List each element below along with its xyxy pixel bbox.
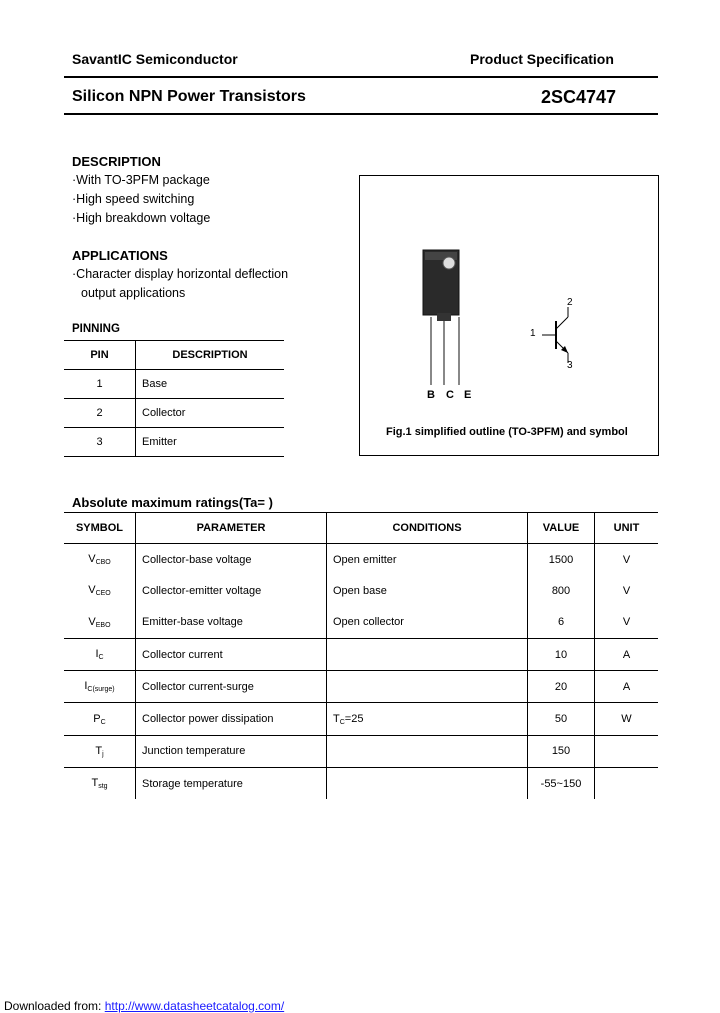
- spec-label: Product Specification: [470, 51, 614, 67]
- pinning-title: PINNING: [72, 323, 120, 335]
- value-cell: 6: [528, 607, 595, 639]
- conditions-cell: [327, 638, 528, 670]
- unit-cell: V: [595, 544, 659, 576]
- table-row: [64, 768, 658, 800]
- table-row: [64, 575, 658, 606]
- description-item: ·High breakdown voltage: [72, 211, 211, 225]
- header-rule-top: [64, 76, 658, 78]
- parameter-cell: Collector current-surge: [136, 671, 327, 703]
- symbol-main: I: [84, 680, 88, 693]
- npn-transistor-symbol-icon: [540, 305, 580, 365]
- symbol-subscript: CBO: [95, 559, 111, 567]
- figure-box: [359, 175, 659, 456]
- ratings-table: [64, 512, 658, 799]
- value-cell: 20: [528, 671, 595, 703]
- conditions-col-header: CONDITIONS: [327, 513, 528, 544]
- condition-subscript: C: [339, 718, 345, 726]
- header-rule-bottom: [64, 113, 658, 115]
- pin-number: 1: [96, 378, 103, 390]
- symbol-pin-3: 3: [567, 360, 573, 371]
- applications-item: ·Character display horizontal deflection: [72, 267, 289, 281]
- symbol-main: T: [95, 744, 103, 757]
- symbol-main: V: [88, 584, 96, 597]
- company-name: SavantIC Semiconductor: [72, 51, 238, 67]
- condition-main: T: [333, 712, 340, 725]
- unit-cell: W: [595, 703, 659, 735]
- conditions-cell: [327, 703, 528, 735]
- parameter-col-header: PARAMETER: [136, 513, 327, 544]
- symbol-cell: [64, 544, 136, 576]
- symbol-main: I: [95, 648, 99, 661]
- description-title: DESCRIPTION: [72, 154, 161, 169]
- parameter-cell: Collector-base voltage: [136, 544, 327, 576]
- parameter-cell: Collector current: [136, 638, 327, 670]
- part-number: 2SC4747: [541, 87, 617, 107]
- symbol-cell: [64, 575, 136, 606]
- unit-cell: [595, 768, 659, 800]
- product-line: Silicon NPN Power Transistors: [72, 88, 306, 105]
- pinning-table: [64, 340, 284, 457]
- pin-number: 2: [96, 407, 103, 419]
- table-row: [64, 607, 658, 639]
- table-row: [64, 544, 658, 576]
- table-row: [64, 638, 658, 670]
- unit-cell: V: [595, 575, 659, 606]
- unit-cell: V: [595, 607, 659, 639]
- description-item: ·With TO-3PFM package: [72, 173, 210, 187]
- conditions-cell: [327, 671, 528, 703]
- applications-title: APPLICATIONS: [72, 248, 168, 263]
- symbol-subscript: C: [100, 718, 106, 726]
- value-cell: -55~150: [528, 768, 595, 800]
- symbol-main: V: [88, 553, 96, 566]
- symbol-main: V: [88, 615, 96, 628]
- symbol-subscript: j: [102, 750, 104, 758]
- symbol-subscript: stg: [98, 783, 108, 791]
- unit-cell: A: [595, 638, 659, 670]
- symbol-pin-2: 2: [567, 297, 573, 308]
- unit-cell: [595, 735, 659, 767]
- symbol-subscript: CEO: [95, 590, 111, 598]
- conditions-cell: [327, 735, 528, 767]
- value-cell: 50: [528, 703, 595, 735]
- table-row: [64, 370, 284, 399]
- value-col-header: VALUE: [528, 513, 595, 544]
- table-row: [64, 428, 284, 457]
- value-cell: 1500: [528, 544, 595, 576]
- pin-description: Emitter: [136, 428, 285, 457]
- parameter-cell: Collector-emitter voltage: [136, 575, 327, 606]
- conditions-cell: [327, 768, 528, 800]
- pin-description: Collector: [136, 399, 285, 428]
- symbol-main: P: [93, 712, 101, 725]
- pin-description: Base: [136, 370, 285, 399]
- pin-letter-e: E: [464, 389, 472, 401]
- footer-label: Downloaded from:: [4, 999, 102, 1013]
- figure-box-bottom: [359, 455, 658, 456]
- symbol-cell: [64, 768, 136, 800]
- unit-col-header: UNIT: [595, 513, 659, 544]
- pin-letter-b: B: [427, 389, 435, 401]
- symbol-cell: [64, 735, 136, 767]
- symbol-col-header: SYMBOL: [64, 513, 136, 544]
- figure-caption: Fig.1 simplified outline (TO-3PFM) and symbol: [386, 426, 628, 438]
- conditions-cell: Open collector: [327, 607, 528, 639]
- pin-number: 3: [96, 436, 103, 448]
- symbol-cell: [64, 703, 136, 735]
- symbol-subscript: EBO: [95, 621, 111, 629]
- ratings-title: Absolute maximum ratings(Ta= ): [72, 495, 273, 510]
- symbol-main: T: [91, 777, 99, 790]
- table-row: [64, 399, 284, 428]
- symbol-cell: [64, 607, 136, 639]
- parameter-cell: Junction temperature: [136, 735, 327, 767]
- to3pfm-package-outline: [415, 245, 475, 395]
- description-item: ·High speed switching: [72, 192, 195, 206]
- symbol-cell: [64, 638, 136, 670]
- value-cell: 150: [528, 735, 595, 767]
- footer-link[interactable]: http://www.datasheetcatalog.com/: [104, 999, 285, 1013]
- conditions-cell: Open emitter: [327, 544, 528, 576]
- pin-letter-c: C: [446, 389, 454, 401]
- unit-cell: A: [595, 671, 659, 703]
- symbol-subscript: C: [98, 654, 104, 662]
- pin-desc-col-header: DESCRIPTION: [136, 341, 285, 370]
- value-cell: 10: [528, 638, 595, 670]
- applications-item-cont: output applications: [81, 286, 186, 300]
- value-cell: 800: [528, 575, 595, 606]
- symbol-pin-1: 1: [530, 328, 536, 339]
- footer: [4, 999, 284, 1013]
- table-row: [64, 703, 658, 735]
- table-row: [64, 735, 658, 767]
- table-row: [64, 671, 658, 703]
- pin-col-header: PIN: [90, 349, 109, 361]
- parameter-cell: Storage temperature: [136, 768, 327, 800]
- condition-rest: =25: [344, 712, 364, 725]
- parameter-cell: Emitter-base voltage: [136, 607, 327, 639]
- parameter-cell: Collector power dissipation: [136, 703, 327, 735]
- conditions-cell: Open base: [327, 575, 528, 606]
- symbol-cell: [64, 671, 136, 703]
- symbol-subscript: C(surge): [87, 686, 115, 694]
